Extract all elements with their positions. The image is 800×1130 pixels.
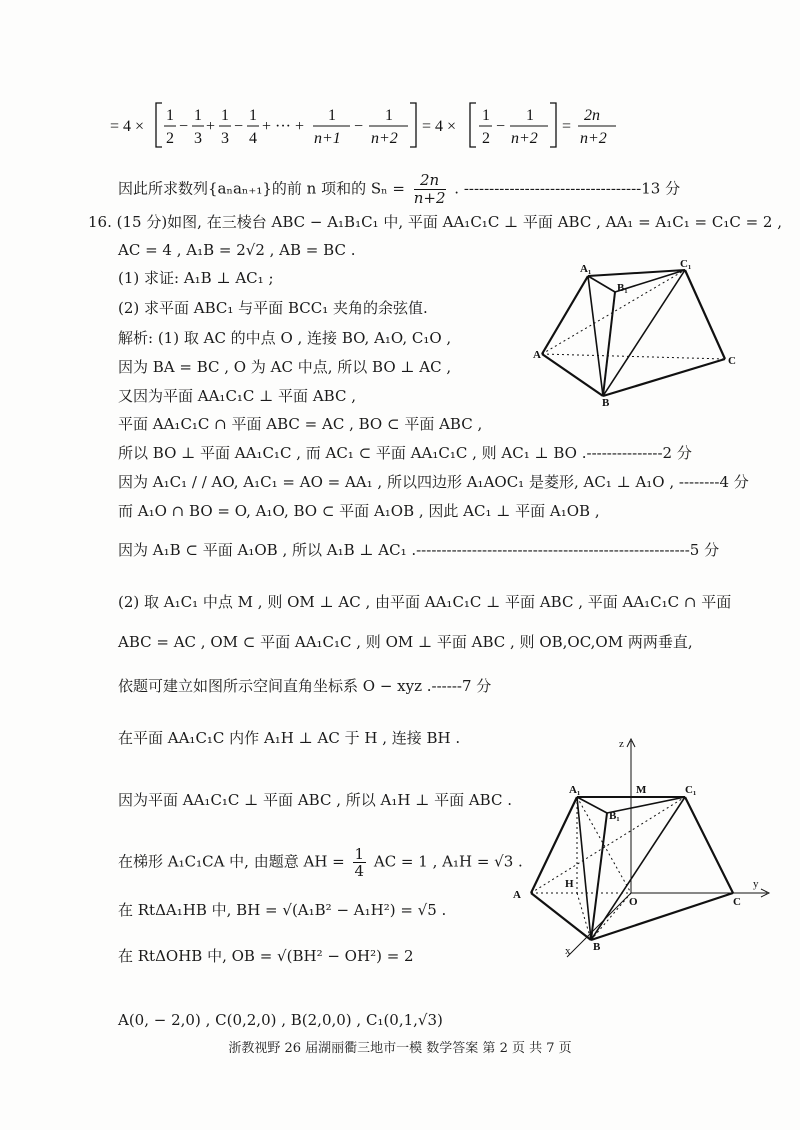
fig2-label-o: O — [629, 896, 638, 908]
eq-lhs: = 4 × — [110, 118, 145, 135]
trapezoid-frac-den: 4 — [354, 862, 365, 880]
figure-frustum — [530, 258, 770, 408]
fig2-label-a1: A₁ — [569, 784, 581, 796]
trapezoid-frac-num: 1 — [354, 845, 365, 863]
fig1-label-a: A — [533, 349, 541, 361]
fig2-label-c: C — [733, 896, 741, 908]
eq-f5-num: 1 — [328, 107, 336, 124]
solution1-line-3: 平面 AA₁C₁C ∩ 平面 ABC = AC , BO ⊂ 平面 ABC , — [118, 415, 483, 433]
eq-f3-den: 3 — [221, 130, 229, 147]
coords-line: A(0, − 2,0) , C(0,2,0) , B(2,0,0) , C₁(0,1,√3) — [118, 1011, 443, 1029]
fig2-label-b1: B₁ — [609, 810, 620, 822]
problem-line-1: 16. (15 分)如图, 在三棱台 ABC − A₁B₁C₁ 中, 平面 AA₁C₁C ⊥ 平面 ABC , AA₁ = A₁C₁ = C₁C = 2 , — [88, 213, 782, 231]
fig2-label-x: x — [565, 945, 571, 957]
solution2-line-2: 依题可建立如图所示空间直角坐标系 O − xyz .------7 分 — [118, 677, 492, 695]
solution1-line-5: 因为 A₁C₁ / / AO, A₁C₁ = AO = AA₁ , 所以四边形 A₁AOC₁ 是菱形, AC₁ ⊥ A₁O , --------4 分 — [118, 473, 749, 491]
eq-f6-num: 1 — [385, 107, 393, 124]
trapezoid-line — [118, 846, 523, 879]
fig2-label-h: H — [565, 878, 574, 890]
eq-g1-num: 1 — [482, 107, 490, 124]
fig2-label-z: z — [619, 738, 624, 750]
fig1-label-b1: B₁ — [617, 282, 628, 294]
conclusion-prefix: 因此所求数列{aₙaₙ₊₁}的前 n 项和的 Sₙ = — [118, 179, 405, 198]
eq-f3-num: 1 — [221, 107, 229, 124]
problem-question-2: (2) 求平面 ABC₁ 与平面 BCC₁ 夹角的余弦值. — [118, 299, 428, 317]
conclusion-den: n+2 — [413, 189, 446, 207]
solution2-line-4: 因为平面 AA₁C₁C ⊥ 平面 ABC , 所以 A₁H ⊥ 平面 ABC . — [118, 791, 512, 809]
fig1-label-c: C — [728, 355, 736, 367]
solution1-line-7: 因为 A₁B ⊂ 平面 A₁OB , 所以 A₁B ⊥ AC₁ .------------------------------------------------------5 分 — [118, 541, 720, 559]
conclusion-line — [118, 172, 680, 207]
fig2-label-c1: C₁ — [685, 784, 697, 796]
eq-f2-num: 1 — [194, 107, 202, 124]
eq-f1-den: 2 — [166, 130, 174, 147]
eq-res-num: 2n — [584, 107, 600, 124]
svg-text:−: − — [496, 118, 506, 135]
eq-f6-den: n+2 — [371, 130, 398, 147]
solution1-line-6: 而 A₁O ∩ BO = O, A₁O, BO ⊂ 平面 A₁OB , 因此 AC₁ ⊥ 平面 A₁OB , — [118, 502, 600, 520]
figure-coordinates — [505, 735, 785, 970]
eq-equals: = — [562, 118, 572, 135]
svg-text:+: + — [206, 118, 216, 135]
problem-question-1: (1) 求证: A₁B ⊥ AC₁ ; — [118, 269, 274, 287]
eq-f5-den: n+1 — [314, 130, 341, 147]
conclusion-num: 2n — [414, 172, 446, 190]
eq-f2-den: 3 — [194, 130, 202, 147]
fig2-label-y: y — [753, 878, 759, 890]
trapezoid-prefix: 在梯形 A₁C₁CA 中, 由题意 AH = — [118, 852, 345, 871]
solution2-line-1: ABC = AC , OM ⊂ 平面 AA₁C₁C , 则 OM ⊥ 平面 ABC , 则 OB,OC,OM 两两垂直, — [118, 633, 693, 651]
eq-dots: + ··· + — [262, 118, 305, 135]
solution1-line-4: 所以 BO ⊥ 平面 AA₁C₁C , 而 AC₁ ⊂ 平面 AA₁C₁C , 则 AC₁ ⊥ BO .---------------2 分 — [118, 444, 692, 462]
fig2-label-m: M — [636, 784, 647, 796]
rt-line-0: 在 RtΔA₁HB 中, BH = √(A₁B² − A₁H²) = √5 . — [118, 901, 447, 919]
eq-res-den: n+2 — [580, 130, 607, 147]
eq-g2-num: 1 — [526, 107, 534, 124]
fig2-label-b: B — [593, 941, 601, 953]
fig1-label-c1: C₁ — [680, 258, 692, 270]
trapezoid-fraction — [353, 846, 367, 879]
conclusion-suffix: . -----------------------------------13 分 — [454, 179, 681, 198]
svg-text:−: − — [354, 118, 364, 135]
eq-g2-den: n+2 — [511, 130, 538, 147]
eq-f1-num: 1 — [166, 107, 174, 124]
fig1-label-a1: A₁ — [580, 263, 592, 275]
fig2-label-a: A — [513, 889, 521, 901]
solution2-line-3: 在平面 AA₁C₁C 内作 A₁H ⊥ AC 于 H , 连接 BH . — [118, 729, 461, 747]
trapezoid-suffix: AC = 1 , A₁H = √3 . — [373, 852, 523, 871]
eq-f4-num: 1 — [249, 107, 257, 124]
equation-top — [110, 95, 710, 155]
eq-f4-den: 4 — [249, 130, 257, 147]
fig1-label-b: B — [602, 397, 610, 408]
page-footer: 浙教视野 26 届湖丽衢三地市一模 数学答案 第 2 页 共 7 页 — [228, 1041, 572, 1056]
solution2-line-0: (2) 取 A₁C₁ 中点 M , 则 OM ⊥ AC , 由平面 AA₁C₁C ⊥ 平面 ABC , 平面 AA₁C₁C ∩ 平面 — [118, 593, 732, 611]
problem-line-2: AC = 4 , A₁B = 2√2 , AB = BC . — [118, 241, 356, 259]
solution1-line-1: 因为 BA = BC , O 为 AC 中点, 所以 BO ⊥ AC , — [118, 358, 452, 376]
eq-mid: = 4 × — [422, 118, 457, 135]
rt-line-1: 在 RtΔOHB 中, OB = √(BH² − OH²) = 2 — [118, 947, 414, 965]
solution1-line-0: 解析: (1) 取 AC 的中点 O , 连接 BO, A₁O, C₁O , — [118, 329, 452, 347]
svg-text:−: − — [234, 118, 244, 135]
eq-g1-den: 2 — [482, 130, 490, 147]
svg-text:−: − — [179, 118, 189, 135]
solution1-line-2: 又因为平面 AA₁C₁C ⊥ 平面 ABC , — [118, 387, 356, 405]
conclusion-fraction — [414, 172, 446, 207]
